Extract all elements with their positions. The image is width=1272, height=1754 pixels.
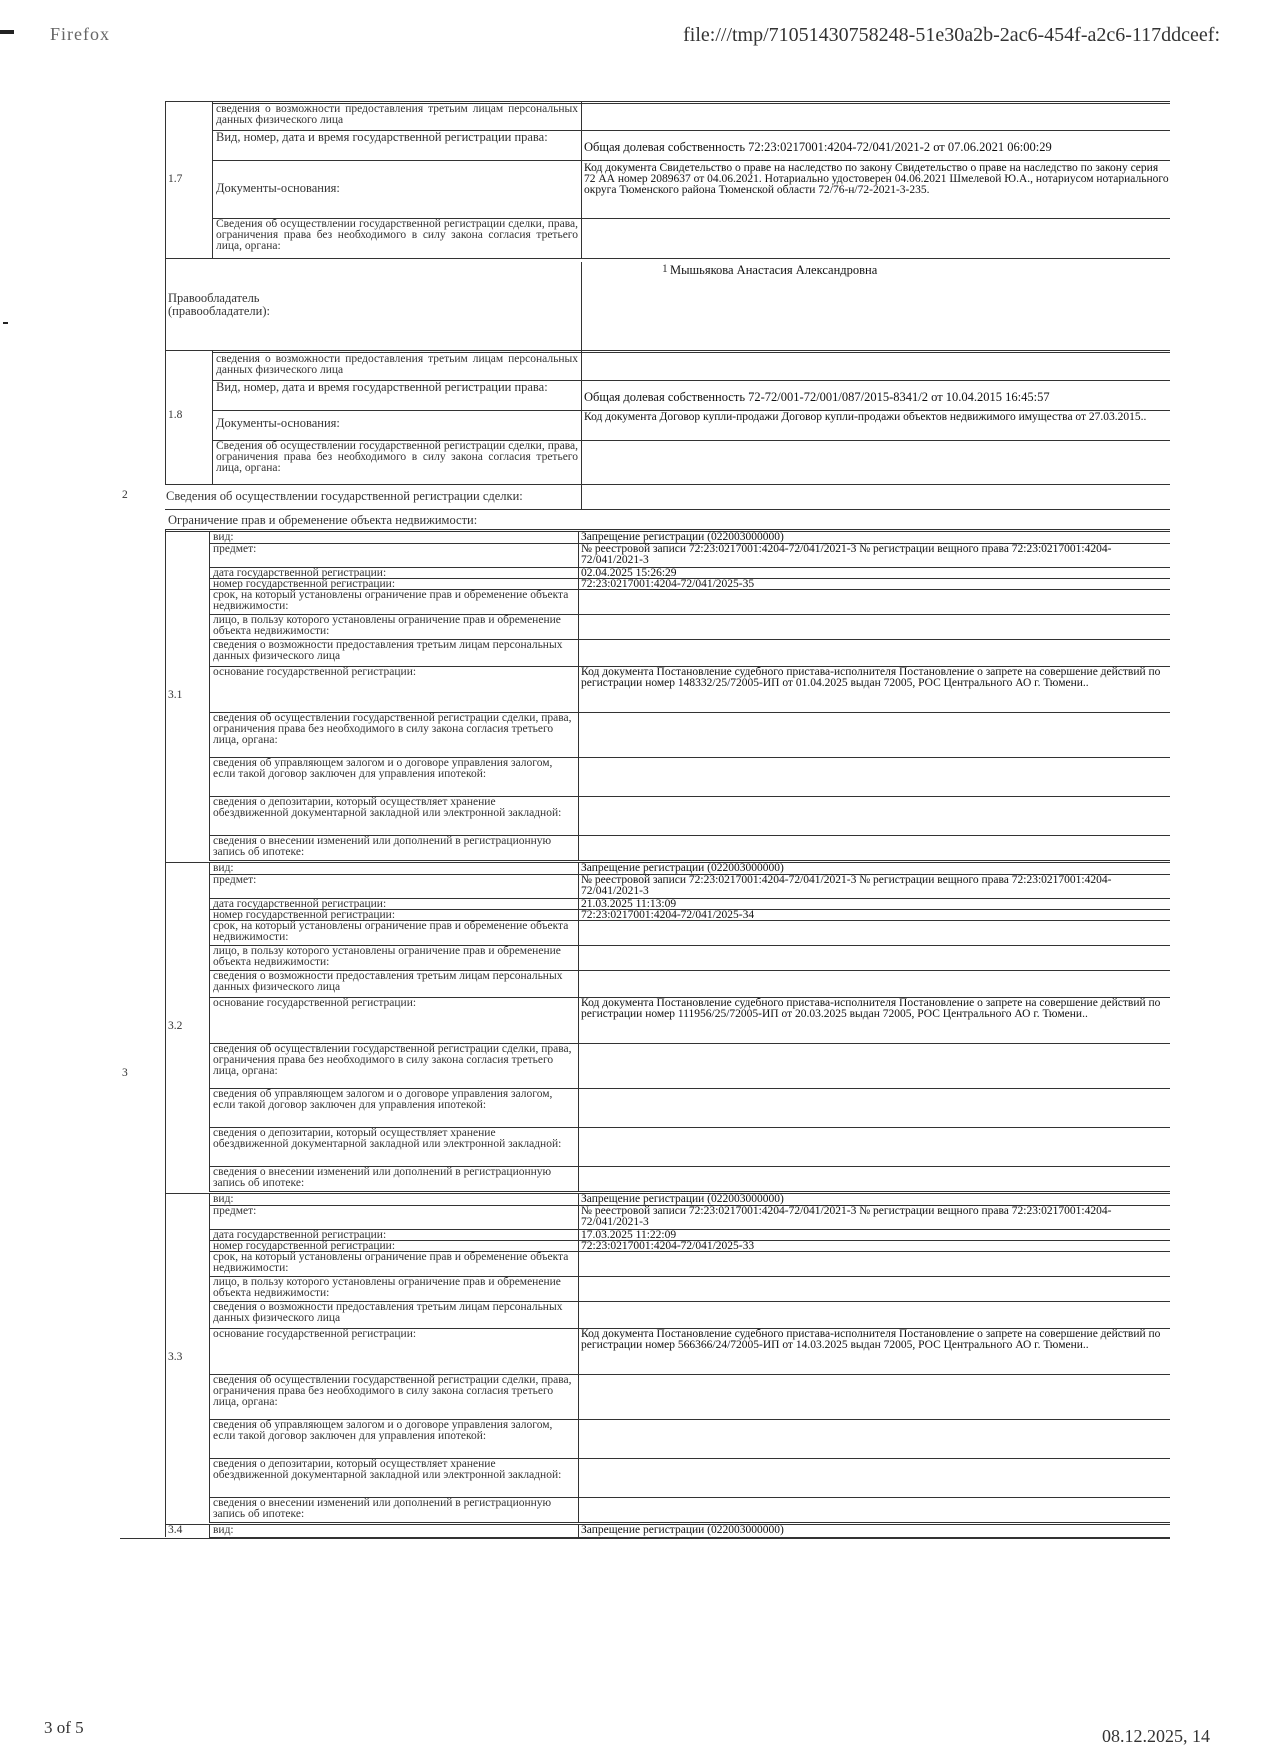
page-url: file:///tmp/71051430758248-51e30a2b-2ac6-454f-a2c6-117ddceef:	[683, 24, 1220, 46]
field-label-pd: сведения о возможности предоставления третьим лицам персональных данных физического лица	[213, 640, 563, 662]
field-label-subject: предмет:	[213, 1206, 257, 1217]
column-line	[212, 350, 213, 484]
row-border	[209, 1522, 1170, 1523]
field-value-number: 72:23:0217001:4204-72/041/2025-33	[581, 1241, 755, 1251]
consent-label: Сведения об осуществлении государственной регистрации сделки, права, ограничения права без необходимого в силу закона согласия третьего лица, органа:	[216, 441, 578, 474]
field-label-number: номер государственной регистрации:	[213, 579, 396, 589]
field-label-kind: вид:	[213, 1525, 234, 1536]
field-label-number: номер государственной регистрации:	[213, 910, 396, 920]
column-line	[578, 1193, 579, 1522]
column-line	[581, 262, 582, 350]
row-border	[165, 101, 1170, 102]
row-border	[209, 860, 1170, 861]
pd-label: сведения о возможности предоставления третьим лицам персональных данных физического лица	[216, 104, 578, 126]
field-value-date: 17.03.2025 11:22:09	[581, 1230, 677, 1240]
field-label-basis: основание государственной регистрации:	[213, 998, 417, 1009]
field-label-depositary: сведения о депозитарии, который осуществляет хранение обездвиженной документарной закладной или электронной закладной:	[213, 1459, 562, 1481]
reg-value: Общая долевая собственность 72-72/001-72/001/087/2015-8341/2 от 10.04.2015 16:45:57	[584, 391, 1050, 404]
field-value-basis: Код документа Постановление судебного пристава-исполнителя Постановление о запрете на совершение действий по регистрации номер 148332/25/72005-ИП от 01.04.2025 выдан 72005, РОС Центрального АО г. Тюмени..	[581, 667, 1161, 689]
table-bottom	[120, 1538, 1170, 1539]
field-label-pledge-manager: сведения об управляющем залогом и о договоре управления залогом, если такой договор заключен для управления ипотекой:	[213, 1420, 553, 1442]
scan-tick-mark	[3, 322, 8, 324]
field-label-subject: предмет:	[213, 875, 257, 886]
row-border	[165, 529, 1170, 530]
field-label-pd: сведения о возможности предоставления третьим лицам персональных данных физического лица	[213, 971, 563, 993]
restriction-number: 3.2	[168, 1020, 183, 1032]
row-border	[165, 509, 1170, 510]
field-label-depositary: сведения о депозитарии, который осуществляет хранение обездвиженной документарной закладной или электронной закладной:	[213, 797, 562, 819]
column-line	[578, 531, 579, 860]
field-label-pledge-manager: сведения об управляющем залогом и о договоре управления залогом, если такой договор заключен для управления ипотекой:	[213, 758, 553, 780]
field-label-beneficiary: лицо, в пользу которого установлены ограничение прав и обременение объекта недвижимости:	[213, 1277, 561, 1299]
field-value-kind: Запрещение регистрации (022003000000)	[581, 863, 784, 874]
field-label-date: дата государственной регистрации:	[213, 568, 387, 578]
row-border	[165, 258, 1170, 259]
holder-label: Правообладатель (правообладатели):	[168, 292, 270, 318]
field-value-date: 21.03.2025 11:13:09	[581, 899, 677, 909]
field-value-number: 72:23:0217001:4204-72/041/2025-35	[581, 579, 755, 589]
column-line	[578, 862, 579, 1191]
field-value-subject: № реестровой записи 72:23:0217001:4204-72/041/2021-3 № регистрации вещного права 72:23:0217001:4204-72/041/2021-3	[581, 1206, 1112, 1228]
column-line	[209, 531, 210, 860]
restrictions-header: Ограничение прав и обременение объекта недвижимости:	[168, 514, 478, 527]
column-line	[578, 1524, 579, 1537]
field-label-date: дата государственной регистрации:	[213, 899, 387, 909]
column-line	[581, 484, 582, 509]
row-border	[209, 1191, 1170, 1192]
column-line	[209, 1193, 210, 1522]
field-value-number: 72:23:0217001:4204-72/041/2025-34	[581, 910, 755, 920]
docs-label: Документы-основания:	[216, 417, 340, 430]
field-value-subject: № реестровой записи 72:23:0217001:4204-72/041/2021-3 № регистрации вещного права 72:23:0217001:4204-72/041/2021-3	[581, 875, 1112, 897]
column-line	[165, 529, 166, 1537]
field-label-consent: сведения об осуществлении государственной регистрации сделки, права, ограничения права без необходимого в силу закона согласия третьего лица, органа:	[213, 1044, 572, 1077]
field-label-number: номер государственной регистрации:	[213, 1241, 396, 1251]
docs-value: Код документа Свидетельство о праве на наследство по закону Свидетельство о праве на наследство по закону серия 72 АА номер 2089637 от 04.06.2021. Нотариально удостоверен 04.06.2021 Шмелевой Ю.А., нотариусом нотариального округа Тюменского района Тюменской области 72/76-н/72-2021-3-235.	[584, 163, 1169, 196]
field-label-basis: основание государственной регистрации:	[213, 1329, 417, 1340]
field-label-consent: сведения об осуществлении государственной регистрации сделки, права, ограничения права без необходимого в силу закона согласия третьего лица, органа:	[213, 1375, 572, 1408]
field-label-basis: основание государственной регистрации:	[213, 667, 417, 678]
restriction-number: 3.3	[168, 1351, 183, 1363]
field-label-consent: сведения об осуществлении государственной регистрации сделки, права, ограничения права без необходимого в силу закона согласия третьего лица, органа:	[213, 713, 572, 746]
pd-label: сведения о возможности предоставления третьим лицам персональных данных физического лица	[216, 354, 578, 376]
row-border	[212, 160, 1170, 161]
column-line	[209, 862, 210, 1191]
restriction-number: 3.1	[168, 689, 183, 701]
field-value-date: 02.04.2025 15:26:29	[581, 568, 677, 578]
field-label-depositary: сведения о депозитарии, который осуществляет хранение обездвиженной документарной закладной или электронной закладной:	[213, 1128, 562, 1150]
row-border	[212, 352, 1170, 353]
field-label-beneficiary: лицо, в пользу которого установлены ограничение прав и обременение объекта недвижимости:	[213, 615, 561, 637]
field-label-kind: вид:	[213, 532, 234, 543]
section-2-number: 2	[122, 490, 128, 501]
docs-label: Документы-основания:	[216, 182, 340, 195]
print-datetime: 08.12.2025, 14	[1102, 1726, 1210, 1746]
row-number-1-7: 1.7	[168, 174, 183, 185]
field-label-date: дата государственной регистрации:	[213, 1230, 387, 1240]
field-value-kind: Запрещение регистрации (022003000000)	[581, 532, 784, 543]
field-value-kind: Запрещение регистрации (022003000000)	[581, 1525, 784, 1536]
row-border	[165, 350, 1170, 351]
reg-label: Вид, номер, дата и время государственной регистрации права:	[216, 131, 548, 144]
field-label-kind: вид:	[213, 863, 234, 874]
browser-name: Firefox	[50, 24, 110, 44]
row-border	[165, 484, 1170, 485]
reg-label: Вид, номер, дата и время государственной регистрации права:	[216, 381, 548, 394]
restriction-number: 3.4	[168, 1524, 183, 1536]
field-label-term: срок, на который установлены ограничение прав и обременение объекта недвижимости:	[213, 590, 569, 612]
field-value-basis: Код документа Постановление судебного пристава-исполнителя Постановление о запрете на совершение действий по регистрации номер 111956/25/72005-ИП от 20.03.2025 выдан 72005, РОС Центрального АО г. Тюмени..	[581, 998, 1161, 1020]
field-label-kind: вид:	[213, 1194, 234, 1205]
holder-index: 1	[662, 264, 668, 275]
field-value-kind: Запрещение регистрации (022003000000)	[581, 1194, 784, 1205]
field-label-term: срок, на который установлены ограничение прав и обременение объекта недвижимости:	[213, 921, 569, 943]
field-label-term: срок, на который установлены ограничение прав и обременение объекта недвижимости:	[213, 1252, 569, 1274]
reg-value: Общая долевая собственность 72:23:0217001:4204-72/041/2021-2 от 07.06.2021 06:00:29	[584, 141, 1052, 154]
column-line	[165, 101, 166, 484]
field-label-mortgage-changes: сведения о внесении изменений или дополнений в регистрационную запись об ипотеке:	[213, 1167, 552, 1189]
column-line	[581, 101, 582, 258]
row-number-1-8: 1.8	[168, 410, 183, 421]
scan-corner-mark	[0, 30, 14, 34]
holder-name: Мышьякова Анастасия Александровна	[670, 264, 878, 277]
field-label-mortgage-changes: сведения о внесении изменений или дополнений в регистрационную запись об ипотеке:	[213, 1498, 552, 1520]
column-line	[212, 101, 213, 258]
field-label-mortgage-changes: сведения о внесении изменений или дополнений в регистрационную запись об ипотеке:	[213, 836, 552, 858]
column-line	[209, 1524, 210, 1537]
field-label-pledge-manager: сведения об управляющем залогом и о договоре управления залогом, если такой договор заключен для управления ипотекой:	[213, 1089, 553, 1111]
field-label-beneficiary: лицо, в пользу которого установлены ограничение прав и обременение объекта недвижимости:	[213, 946, 561, 968]
field-label-pd: сведения о возможности предоставления третьим лицам персональных данных физического лица	[213, 1302, 563, 1324]
section-2-label: Сведения об осуществлении государственной регистрации сделки:	[166, 490, 523, 503]
field-value-subject: № реестровой записи 72:23:0217001:4204-72/041/2021-3 № регистрации вещного права 72:23:0217001:4204-72/041/2021-3	[581, 544, 1112, 566]
section-3-number: 3	[122, 1068, 128, 1079]
page-counter: 3 of 5	[44, 1718, 84, 1737]
field-value-basis: Код документа Постановление судебного пристава-исполнителя Постановление о запрете на совершение действий по регистрации номер 566366/24/72005-ИП от 14.03.2025 выдан 72005, РОС Центрального АО г. Тюмени..	[581, 1329, 1161, 1351]
docs-value: Код документа Договор купли-продажи Договор купли-продажи объектов недвижимого имущества от 27.03.2015..	[584, 412, 1147, 423]
consent-label: Сведения об осуществлении государственной регистрации сделки, права, ограничения права без необходимого в силу закона согласия третьего лица, органа:	[216, 219, 578, 252]
column-line	[581, 350, 582, 484]
field-label-subject: предмет:	[213, 544, 257, 555]
row-border	[212, 410, 1170, 411]
